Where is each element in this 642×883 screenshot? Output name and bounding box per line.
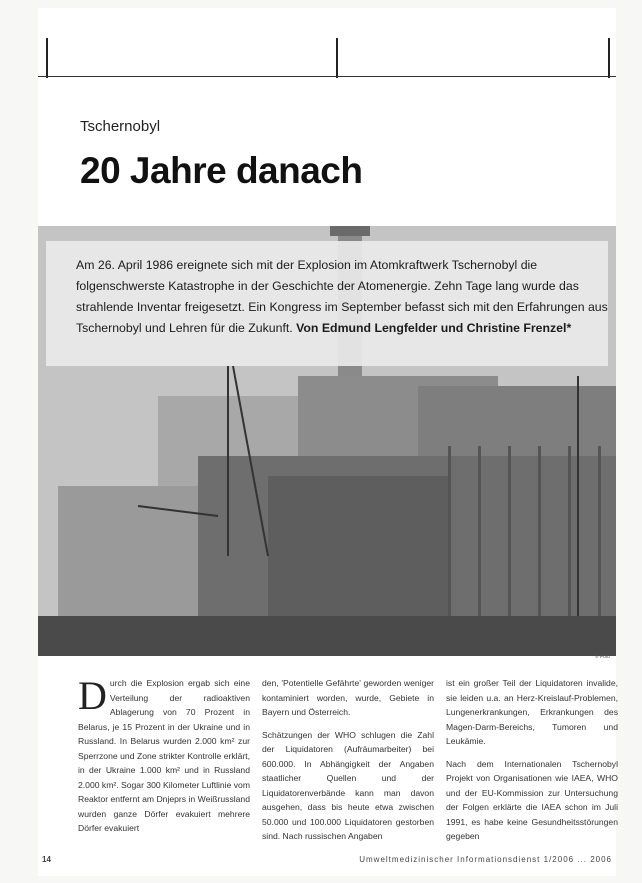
photo-credit: © Foto [594, 654, 610, 660]
body-paragraph: Durch die Explosion ergab sich eine Verteilung der radioaktiven Ablagerung von 70 Prozent in Belarus, je 15 Prozent in der Ukraine und in Russland. In Belarus wurden 2.000 km² zur Sperrzone und Zone strikter Kontrolle erklärt, in der Ukraine 1.000 km² und in Russland 2.000 km². Sogar 300 Kilometer Luftlinie vom Reaktor entfernt am Dnjeprs in Weißrussland wurden ganze Dörfer evakuiert mehrere Dörfer evakuiert [78, 673, 250, 833]
byline: Von Edmund Lengfelder und Christine Frenzel* [296, 321, 572, 335]
lead-text: Am 26. April 1986 ereignete sich mit der Explosion im Atomkraftwerk Tschernobyl die folgenschwerste Katastrophe in der Geschichte der Atomenergie. Zehn Tage lang wurde das strahlende Inventar freigesetzt. Ein Kongress im September befasst sich mit den Erfahrungen aus Tschernobyl und Lehren für die Zukunft. [76, 258, 608, 335]
crop-marks [38, 38, 616, 78]
page-number: 14 [42, 855, 51, 864]
body-paragraph: den, 'Potentielle Gefährte' geworden weniger kontaminiert worden, wurde, Gebiete in Bayern und Österreich. [262, 678, 434, 717]
article-body [78, 673, 638, 866]
body-column-2 [262, 676, 434, 852]
crop-mark [46, 38, 48, 78]
crop-mark [336, 38, 338, 78]
header-rule [38, 76, 616, 77]
body-column-1 [78, 673, 250, 844]
page-footer [38, 855, 616, 869]
article-kicker: Tschernobyl [80, 118, 161, 135]
article-lead [76, 255, 608, 339]
body-column-3 [446, 676, 618, 852]
body-paragraph: ist ein großer Teil der Liquidatoren invalide, sie leiden u.a. an Herz-Kreislauf-Problemen, Lungenerkrankungen, Erkrankungen des Magen-Darm-Bereichs, Tumoren und Leukämie. [446, 678, 618, 746]
body-paragraph: Nach dem Internationalen Tschernobyl Projekt von Organisationen wie IAEA, WHO und der EU-Kommission zur Untersuchung der Folgen erklärte die IAEA schon im Juli 1991, es habe keine Gesundheitsstörungen gegeben [446, 758, 618, 841]
article-headline: 20 Jahre danach [80, 150, 363, 191]
dropcap: D [78, 673, 107, 718]
journal-reference: Umweltmedizinischer Informationsdienst 1/2006 ... 2006 [359, 855, 612, 864]
body-paragraph: Schätzungen der WHO schlugen die Zahl der Liquidatoren (Aufräumarbeiter) bei 600.000. In Abhängigkeit der Angaben staatlicher Quellen und der Liquidatorenverbände kann man davon ausgehen, dass bis heute etwa zwischen 50.000 und 100.000 Liquidatoren gestorben sind. Nach russischen Angaben [262, 729, 434, 841]
crop-mark [608, 38, 610, 78]
magazine-page [38, 8, 616, 876]
